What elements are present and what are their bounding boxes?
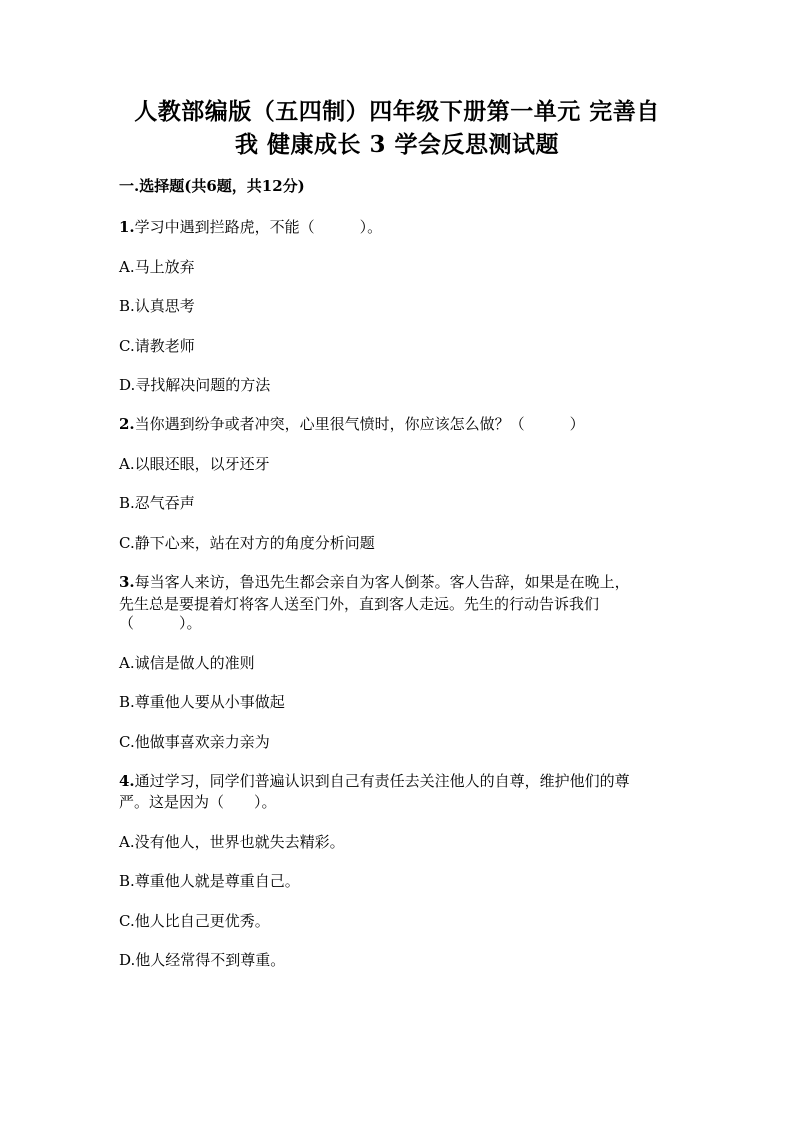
question-2-option-a: A.以眼还眼，以牙还牙 [119,455,270,473]
question-1-option-d: D.寻找解决问题的方法 [119,376,271,394]
question-3-option-a: A.诚信是做人的准则 [119,654,255,672]
question-3-text-line-3: （ ）。 [119,614,202,632]
question-4-text-line-2: 严。这是因为（ ）。 [119,793,277,811]
question-2-stem [119,414,585,434]
question-2-option-b: B.忍气吞声 [119,494,195,512]
question-3-option-b: B.尊重他人要从小事做起 [119,693,285,711]
question-3-option-c: C.他做事喜欢亲力亲为 [119,733,270,751]
question-2-text: 当你遇到纷争或者冲突，心里很气愤时，你应该怎么做？（ ） [134,415,585,433]
question-2-option-c: C.静下心来，站在对方的角度分析问题 [119,534,375,552]
question-4-stem [119,771,630,791]
section-heading: 一.选择题(共6题，共12分) [119,177,305,195]
question-4-option-d: D.他人经常得不到尊重。 [119,951,286,969]
question-3-number: 3. [119,573,135,591]
question-3-stem [119,572,630,592]
question-4-option-c: C.他人比自己更优秀。 [119,912,270,930]
question-3-text-line-1: 每当客人来访，鲁迅先生都会亲自为客人倒茶。客人告辞，如果是在晚上， [134,573,630,591]
question-1-option-a: A.马上放弃 [119,258,195,276]
question-4-option-a: A.没有他人，世界也就失去精彩。 [119,833,345,851]
question-4-number: 4. [119,772,135,790]
question-1-option-b: B.认真思考 [119,297,195,315]
question-1-option-c: C.请教老师 [119,337,195,355]
question-1-number: 1. [119,218,135,236]
title-line-2: 我 健康成长 3 学会反思测试题 [234,131,560,158]
question-4-text-line-1: 通过学习，同学们普遍认识到自己有责任去关注他人的自尊，维护他们的尊 [134,772,630,790]
title-line-1: 人教部编版（五四制）四年级下册第一单元 完善自 [134,98,660,125]
document-title [110,95,684,161]
question-3-text-line-2: 先生总是要提着灯将客人送至门外，直到客人走远。先生的行动告诉我们 [119,595,600,613]
question-1-text: 学习中遇到拦路虎，不能（ ）。 [134,218,383,236]
question-2-number: 2. [119,415,135,433]
question-4-option-b: B.尊重他人就是尊重自己。 [119,872,300,890]
question-1-stem [119,217,382,237]
